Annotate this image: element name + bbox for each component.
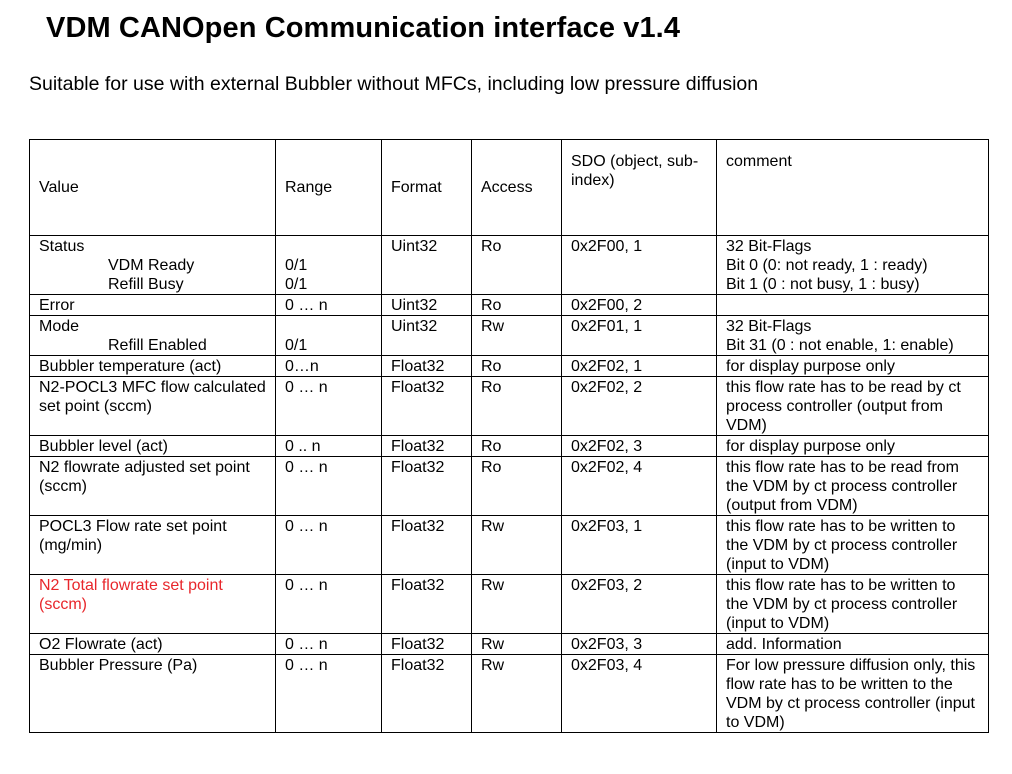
range-value: 0 … n [285, 459, 328, 476]
cell-value [30, 236, 276, 295]
table-row [30, 634, 989, 655]
value-sub-label: Refill Enabled [108, 337, 207, 354]
comment-line: 32 Bit-Flags [726, 318, 812, 335]
comment-line: Bit 31 (0 : not enable, 1: enable) [726, 337, 954, 354]
comment-line: Bit 1 (0 : not busy, 1 : busy) [726, 276, 920, 293]
table-row [30, 516, 989, 575]
cell-access: Rw [472, 655, 562, 733]
cell-value [30, 457, 276, 516]
table-row [30, 575, 989, 634]
comment-line: this flow rate has to be read by ct process controller (output from VDM) [726, 379, 961, 434]
cell-comment [717, 356, 989, 377]
cell-format: Float32 [382, 377, 472, 436]
header-sdo: SDO (object, sub-index) [562, 140, 717, 236]
cell-comment [717, 516, 989, 575]
cell-access: Rw [472, 516, 562, 575]
cell-access: Ro [472, 436, 562, 457]
cell-format: Float32 [382, 634, 472, 655]
header-format: Format [382, 140, 472, 236]
cell-range [276, 634, 382, 655]
cell-value [30, 634, 276, 655]
cell-value [30, 655, 276, 733]
cell-comment [717, 457, 989, 516]
range-value: 0 … n [285, 518, 328, 535]
cell-sdo: 0x2F02, 1 [562, 356, 717, 377]
cell-sdo: 0x2F03, 4 [562, 655, 717, 733]
cell-access: Ro [472, 377, 562, 436]
comment-line: this flow rate has to be read from the VDM by ct process controller (output from VDM) [726, 459, 959, 514]
range-value: 0/1 [285, 337, 308, 354]
cell-sdo: 0x2F02, 3 [562, 436, 717, 457]
cell-format: Float32 [382, 575, 472, 634]
value-label: Bubbler level (act) [39, 438, 168, 455]
range-value: 0…n [285, 358, 319, 375]
cell-value [30, 575, 276, 634]
cell-sdo: 0x2F01, 1 [562, 316, 717, 356]
cell-format: Float32 [382, 436, 472, 457]
cell-sdo: 0x2F03, 2 [562, 575, 717, 634]
header-comment: comment [717, 140, 989, 236]
value-label: N2-POCL3 MFC flow calculated set point (sccm) [39, 379, 266, 415]
cell-value [30, 295, 276, 316]
table-row [30, 377, 989, 436]
cell-range [276, 316, 382, 356]
cell-format: Float32 [382, 356, 472, 377]
cell-sdo: 0x2F02, 2 [562, 377, 717, 436]
cell-comment [717, 236, 989, 295]
cell-access: Ro [472, 356, 562, 377]
range-value: 0 … n [285, 297, 328, 314]
cell-range [276, 236, 382, 295]
comment-line: this flow rate has to be written to the VDM by ct process controller (input to VDM) [726, 577, 958, 632]
cell-value [30, 436, 276, 457]
cell-comment [717, 634, 989, 655]
range-value [285, 317, 372, 336]
cell-value [30, 516, 276, 575]
comment-line: for display purpose only [726, 438, 895, 455]
cell-access: Rw [472, 575, 562, 634]
cell-comment [717, 655, 989, 733]
cell-range [276, 295, 382, 316]
communication-table [29, 139, 989, 733]
range-value: 0 … n [285, 636, 328, 653]
document-subtitle: Suitable for use with external Bubbler without MFCs, including low pressure diffusion [29, 73, 759, 95]
cell-access: Ro [472, 457, 562, 516]
cell-range [276, 655, 382, 733]
cell-comment [717, 295, 989, 316]
cell-value [30, 316, 276, 356]
value-label: O2 Flowrate (act) [39, 636, 163, 653]
range-value: 0/1 [285, 276, 308, 293]
table-body [30, 236, 989, 733]
table-row [30, 356, 989, 377]
table-header-row [30, 140, 989, 236]
range-value: 0 … n [285, 577, 328, 594]
value-sub-label: Refill Busy [108, 276, 184, 293]
cell-format: Float32 [382, 655, 472, 733]
cell-range [276, 457, 382, 516]
cell-sdo: 0x2F02, 4 [562, 457, 717, 516]
cell-format: Uint32 [382, 295, 472, 316]
cell-comment [717, 436, 989, 457]
cell-sdo: 0x2F03, 3 [562, 634, 717, 655]
cell-sdo: 0x2F00, 2 [562, 295, 717, 316]
cell-sdo: 0x2F03, 1 [562, 516, 717, 575]
cell-value [30, 356, 276, 377]
cell-value [30, 377, 276, 436]
cell-access: Rw [472, 316, 562, 356]
cell-access: Rw [472, 634, 562, 655]
cell-range [276, 575, 382, 634]
cell-comment [717, 575, 989, 634]
range-value: 0/1 [285, 257, 308, 274]
value-label: N2 Total flowrate set point (sccm) [39, 577, 223, 613]
comment-line: for display purpose only [726, 358, 895, 375]
table-row [30, 295, 989, 316]
cell-format: Float32 [382, 457, 472, 516]
range-value: 0 … n [285, 379, 328, 396]
table-row [30, 436, 989, 457]
range-value: 0 .. n [285, 438, 321, 455]
comment-line: add. Information [726, 636, 842, 653]
table-row [30, 236, 989, 295]
table-row [30, 457, 989, 516]
value-sub-label: VDM Ready [108, 257, 195, 274]
value-label: N2 flowrate adjusted set point (sccm) [39, 459, 250, 495]
comment-line: this flow rate has to be written to the VDM by ct process controller (input to VDM) [726, 518, 958, 573]
cell-format: Uint32 [382, 236, 472, 295]
value-label: Status [39, 238, 85, 255]
cell-comment [717, 316, 989, 356]
value-label: Mode [39, 318, 80, 335]
cell-range [276, 516, 382, 575]
value-label: Bubbler Pressure (Pa) [39, 657, 198, 674]
range-value: 0 … n [285, 657, 328, 674]
cell-sdo: 0x2F00, 1 [562, 236, 717, 295]
cell-comment [717, 377, 989, 436]
header-range: Range [276, 140, 382, 236]
document-title: VDM CANOpen Communication interface v1.4 [46, 12, 681, 44]
comment-line: 32 Bit-Flags [726, 238, 812, 255]
cell-range [276, 356, 382, 377]
cell-access: Ro [472, 295, 562, 316]
table-row [30, 655, 989, 733]
value-label: Bubbler temperature (act) [39, 358, 222, 375]
table-row [30, 316, 989, 356]
cell-access: Ro [472, 236, 562, 295]
value-label: Error [39, 297, 75, 314]
cell-range [276, 436, 382, 457]
value-label: POCL3 Flow rate set point (mg/min) [39, 518, 227, 554]
cell-format: Float32 [382, 516, 472, 575]
header-access: Access [472, 140, 562, 236]
comment-line: For low pressure diffusion only, this flow rate has to be written to the VDM by ct process controller (input to VDM) [726, 657, 976, 731]
header-value: Value [30, 140, 276, 236]
cell-range [276, 377, 382, 436]
range-value [285, 237, 372, 256]
comment-line: Bit 0 (0: not ready, 1 : ready) [726, 257, 928, 274]
cell-format: Uint32 [382, 316, 472, 356]
